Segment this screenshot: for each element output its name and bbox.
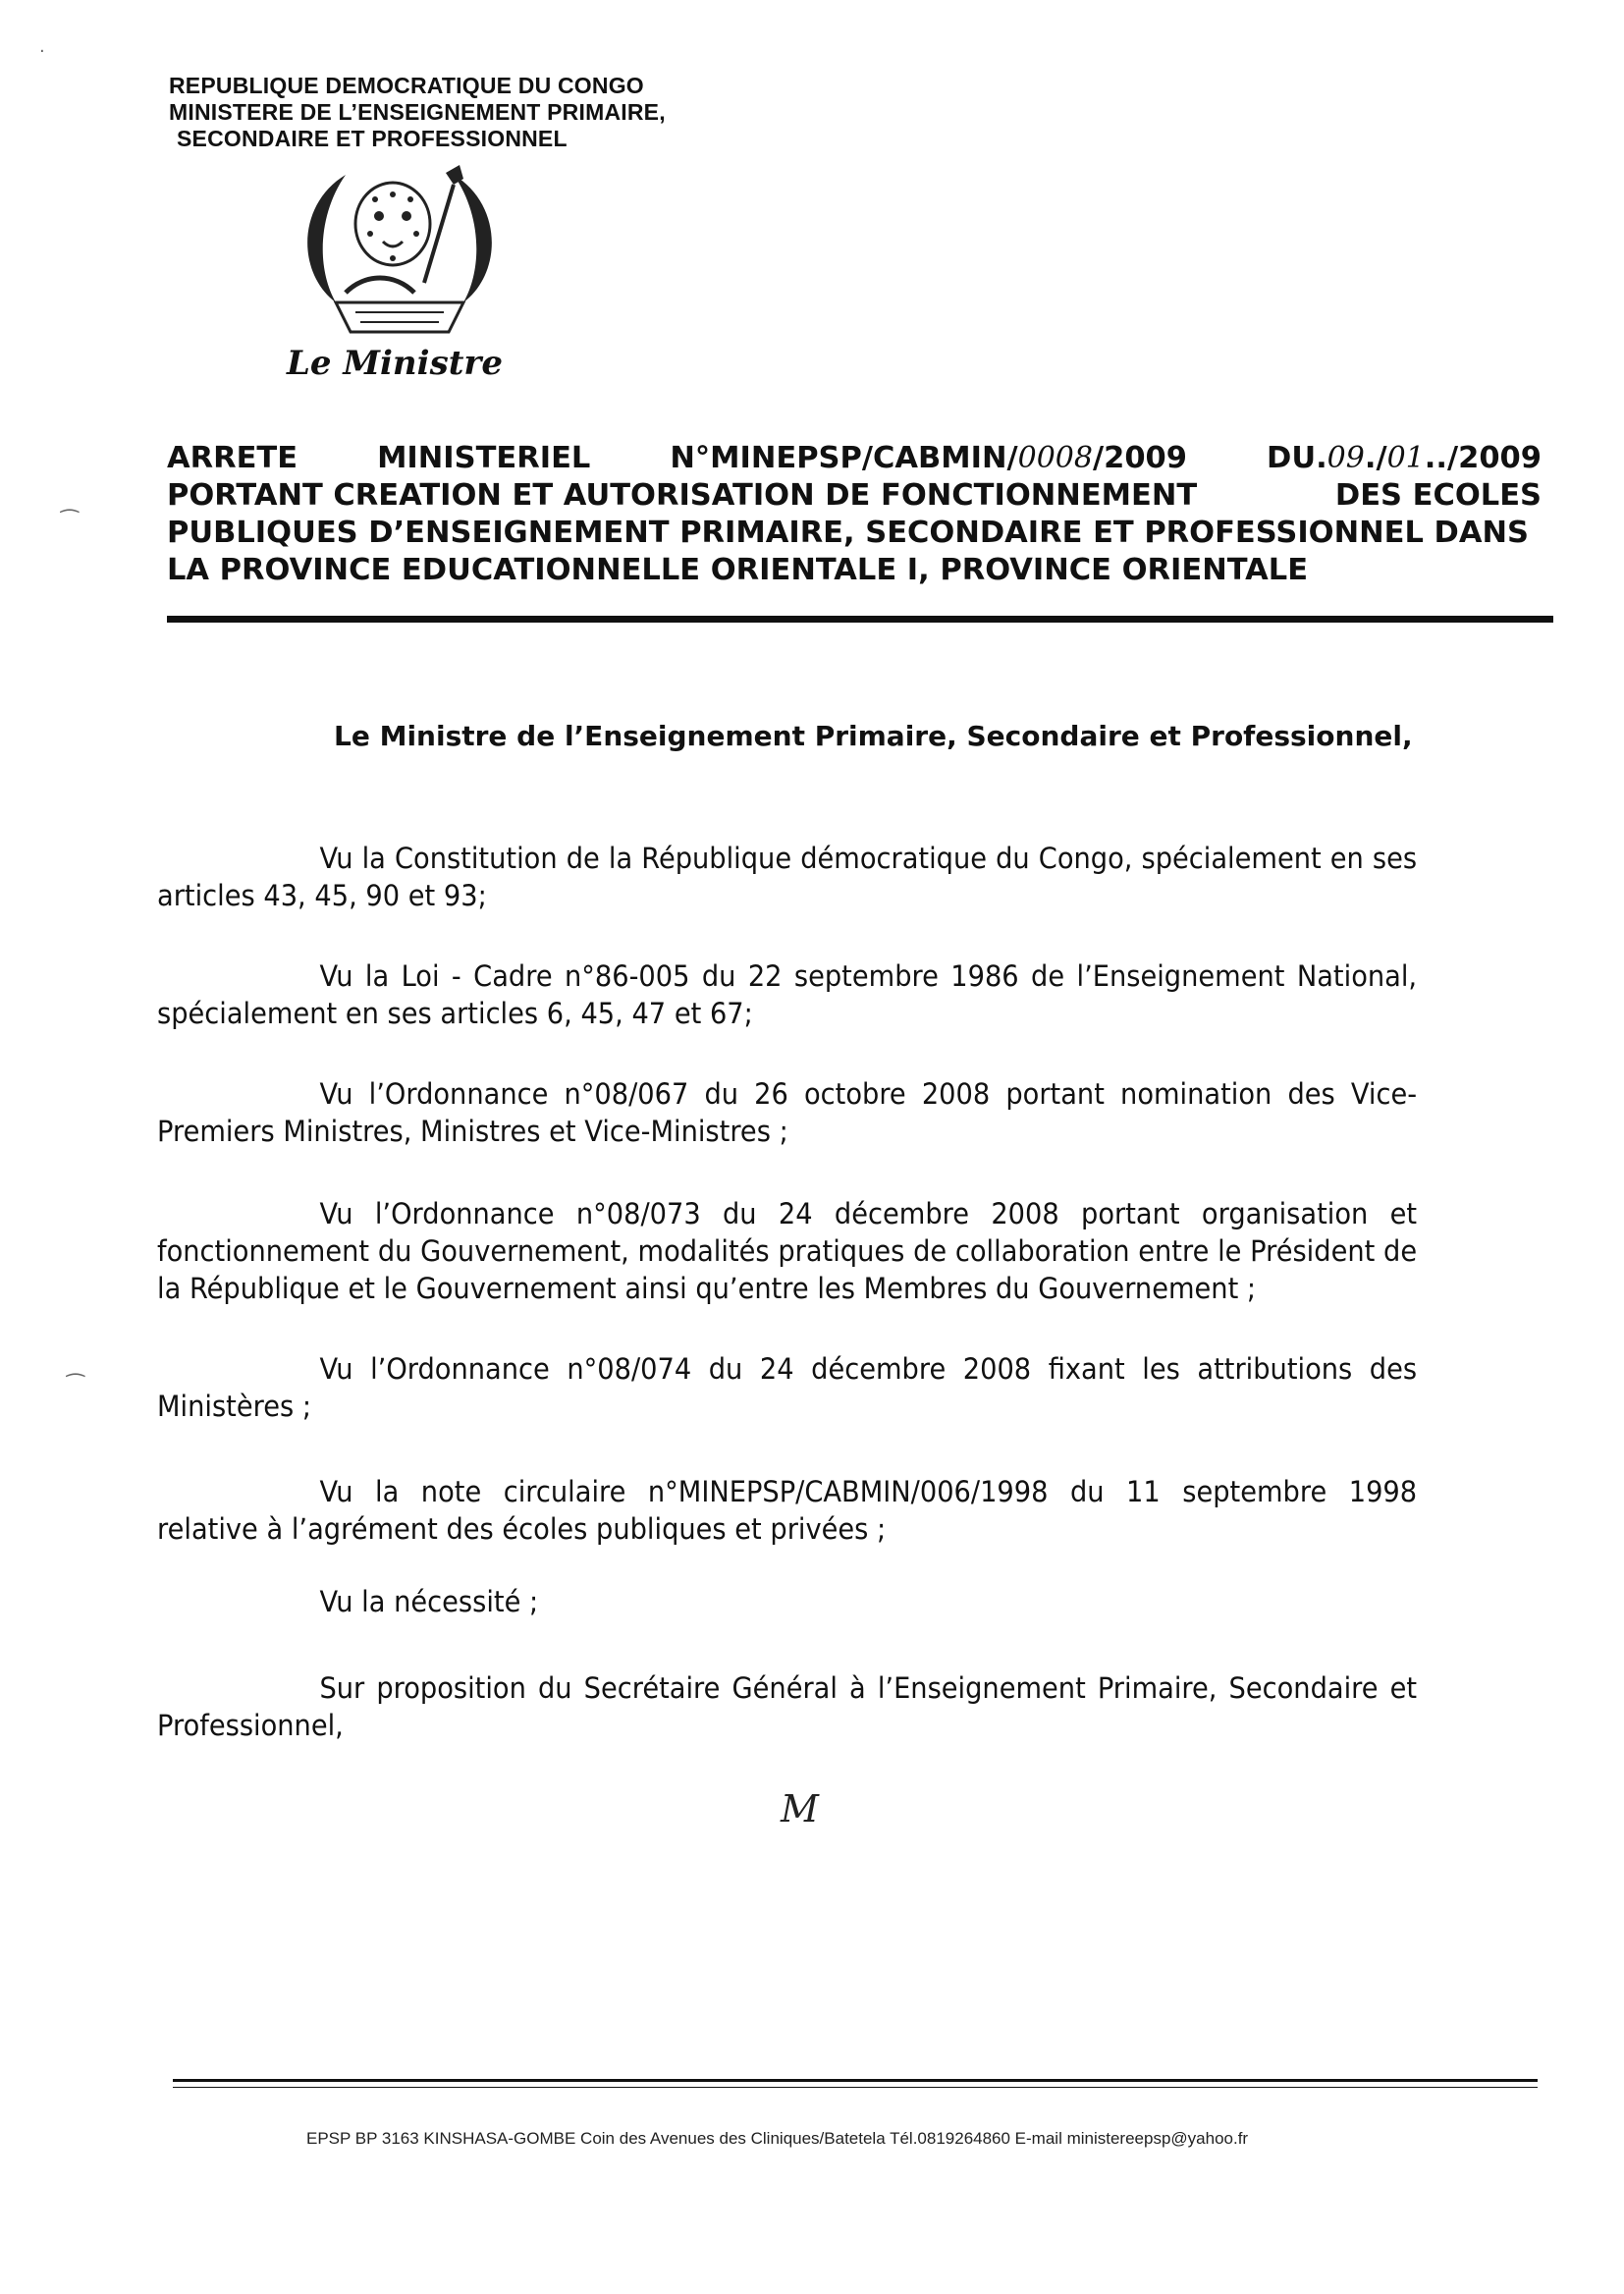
consideration-text: Vu l’Ordonnance n°08/067 du 26 octobre 2008 portant nomination des Vice-Premiers Ministres, Ministres et Vice-Ministres ; [157,1077,1418,1148]
decree-reference-row [167,440,1542,477]
scan-speck: · [39,41,45,62]
decree-date-sep: ./ [1364,441,1387,475]
consideration-paragraph [157,1473,1417,1548]
decree-date [1267,440,1542,477]
decree-date-prefix: DU. [1267,441,1327,475]
title-divider [167,616,1553,623]
decree-number [670,440,1187,477]
consideration-paragraph [157,1669,1417,1744]
consideration-text: Vu la nécessité ; [319,1585,539,1618]
decree-subject-line: PUBLIQUES D’ENSEIGNEMENT PRIMAIRE, SECONDAIRE ET PROFESSIONNEL DANS [167,516,1529,550]
consideration-paragraph [157,840,1417,914]
decree-subject-line: LA PROVINCE EDUCATIONNELLE ORIENTALE I, PROVINCE ORIENTALE [167,553,1309,587]
decree-number-prefix: N°MINEPSP/CABMIN/ [670,441,1018,475]
consideration-paragraph [157,1195,1417,1307]
consideration-paragraph [157,1350,1417,1425]
decree-number-handwritten: 0008 [1017,441,1093,475]
decree-date-year: ../2009 [1424,441,1542,475]
letterhead-ministry: MINISTERE DE L’ENSEIGNEMENT PRIMAIRE, [169,99,666,125]
footer-divider [173,2079,1538,2082]
consideration-paragraph [157,957,1417,1032]
consideration-paragraph [157,1583,1417,1620]
scan-speck: ⁀ [61,511,79,535]
decree-type-cont: MINISTERIEL [377,441,591,475]
handwritten-initials: M [781,1787,819,1830]
letterhead-country: REPUBLIQUE DEMOCRATIQUE DU CONGO [169,73,644,98]
consideration-text: Sur proposition du Secrétaire Général à l’Enseignement Primaire, Secondaire et Professionnel, [157,1671,1418,1742]
coat-of-arms-emblem [277,155,522,342]
decree-subject-right: DES ECOLES [1334,478,1542,513]
consideration-text: Vu la note circulaire n°MINEPSP/CABMIN/006/1998 du 11 septembre 1998 relative à l’agrément des écoles publiques et privées ; [157,1475,1418,1546]
consideration-text: Vu l’Ordonnance n°08/074 du 24 décembre 2008 fixant les attributions des Ministères ; [157,1352,1418,1423]
consideration-paragraph [157,1075,1417,1150]
footer-address: EPSP BP 3163 KINSHASA-GOMBE Coin des Avenues des Cliniques/Batetela Tél.0819264860 E-mail ministereepsp@yahoo.fr [306,2129,1249,2148]
decree-date-month: 01 [1386,441,1425,475]
addressee: Le Ministre de l’Enseignement Primaire, Secondaire et Professionnel, [334,720,1413,752]
decree-title [167,440,1542,589]
decree-subject-left: PORTANT CREATION ET AUTORISATION DE FONCTIONNEMENT [167,478,1198,513]
letterhead [169,73,666,152]
letterhead-ministry-cont: SECONDAIRE ET PROFESSIONNEL [177,126,568,151]
decree-date-day: 09 [1326,441,1365,475]
consideration-text: Vu l’Ordonnance n°08/073 du 24 décembre 2008 portant organisation et fonctionnement du Gouvernement, modalités pratiques de collaboration entre le Président de la République et le Gouvernement ainsi qu’entre les Membres du Gouvernement ; [157,1197,1418,1305]
minister-title: Le Ministre [287,344,503,383]
footer-divider-thin [173,2087,1538,2088]
consideration-text: Vu la Constitution de la République démocratique du Congo, spécialement en ses articles 43, 45, 90 et 93; [157,842,1418,912]
decree-number-year: /2009 [1092,441,1187,475]
decree-type: ARRETE [167,441,298,475]
decree-subject-line [167,477,1542,515]
consideration-text: Vu la Loi - Cadre n°86-005 du 22 septembre 1986 de l’Enseignement National, spécialement en ses articles 6, 45, 47 et 67; [157,959,1418,1030]
scan-speck: ⁀ [67,1375,84,1399]
